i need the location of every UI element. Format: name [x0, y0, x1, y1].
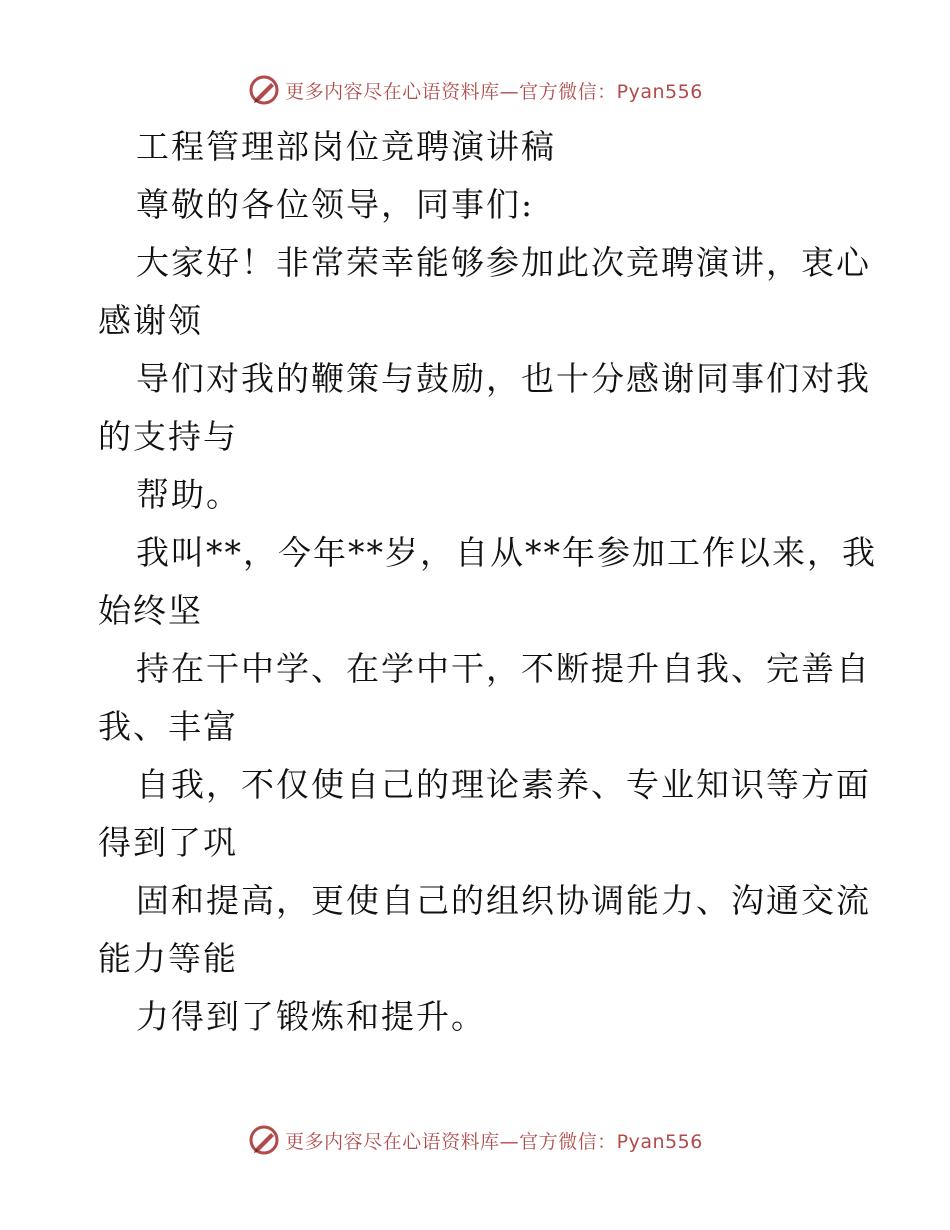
text-line: 我、丰富: [98, 707, 238, 746]
text-line: 始终坚: [98, 591, 203, 630]
text-line: 能力等能: [98, 939, 238, 978]
pen-logo-icon: [247, 73, 281, 107]
text-line: 力得到了锻炼和提升。: [136, 997, 486, 1036]
text-line: 的支持与: [98, 417, 238, 456]
banner-text: 更多内容尽在心语资料库—官方微信：Pyan556: [285, 1130, 703, 1153]
text-line: 固和提高，更使自己的组织协调能力、沟通交流: [136, 881, 871, 920]
text-line: 工程管理部岗位竞聘演讲稿: [136, 127, 556, 166]
footer-banner: [0, 1120, 950, 1160]
text-line: 得到了巩: [98, 823, 238, 862]
text-line: 自我，不仅使自己的理论素养、专业知识等方面: [136, 765, 871, 804]
text-line: 尊敬的各位领导，同事们:: [136, 185, 535, 224]
pen-logo-icon: [247, 1123, 281, 1157]
text-line: 导们对我的鞭策与鼓励，也十分感谢同事们对我: [136, 359, 871, 398]
banner-text: 更多内容尽在心语资料库—官方微信：Pyan556: [285, 80, 703, 103]
text-line: 持在干中学、在学中干，不断提升自我、完善自: [136, 649, 871, 688]
text-line: 我叫**，今年**岁，自从**年参加工作以来，我: [136, 533, 877, 572]
text-line: 帮助。: [136, 475, 241, 514]
document-body: [98, 118, 877, 1046]
text-line: 大家好！非常荣幸能够参加此次竞聘演讲，衷心: [136, 243, 871, 282]
text-line: 感谢领: [98, 301, 203, 340]
header-banner: [0, 70, 950, 110]
